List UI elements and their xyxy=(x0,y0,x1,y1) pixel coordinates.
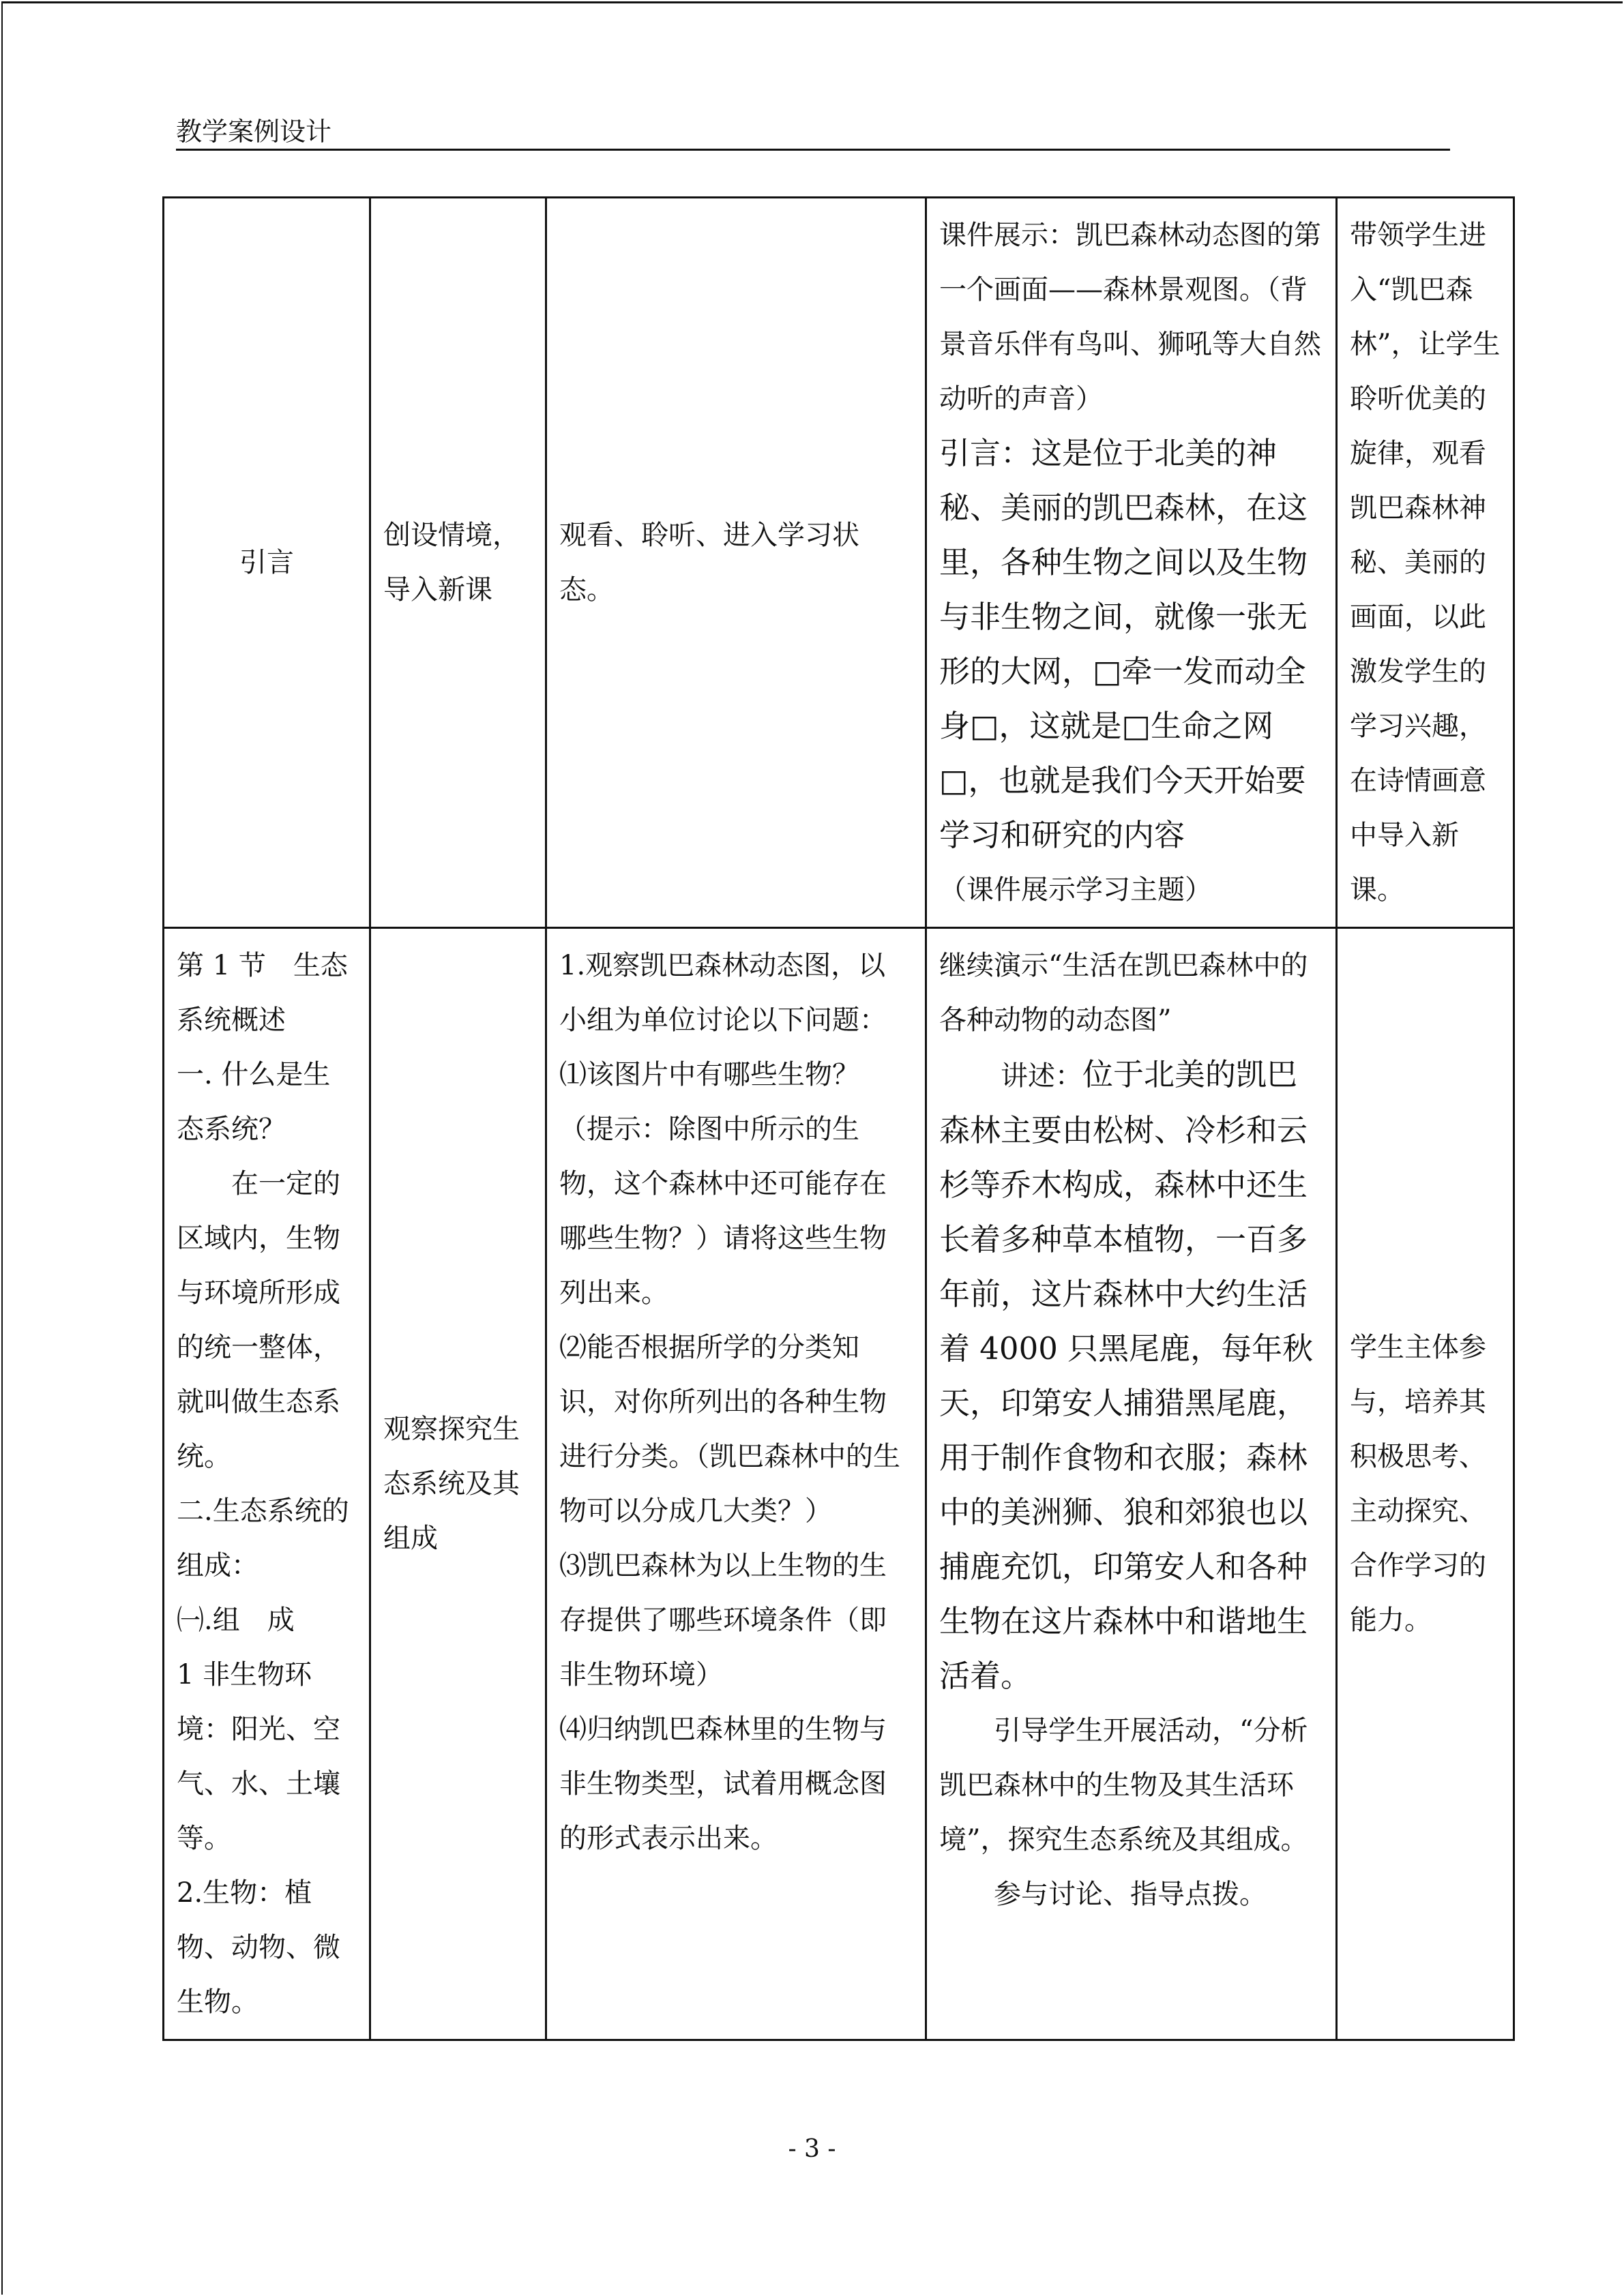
table-row-section-1 xyxy=(164,928,1514,2040)
section-title: 引言 xyxy=(239,547,294,578)
lesson-table xyxy=(162,196,1515,2041)
student-activity-p4: ⑶凯巴森林为以上生物的生存提供了哪些环境条件（即非生物环境） xyxy=(559,1550,887,1690)
section-cell xyxy=(164,198,370,928)
section-item: 1 非生物环境：阳光、空气、水、土壤等。 xyxy=(177,1659,340,1854)
table-row-intro xyxy=(164,198,1514,928)
section-subheading: 一. 什么是生态系统？ xyxy=(177,1059,331,1145)
student-activity-cell xyxy=(546,928,926,2040)
teacher-activity-p2 xyxy=(939,1047,1323,1703)
design-intent-cell xyxy=(1337,198,1514,928)
student-activity-p5: ⑷归纳凯巴森林里的生物与非生物类型，试着用概念图的形式表示出来。 xyxy=(559,1714,887,1854)
goal-text: 观察探究生态系统及其组成 xyxy=(383,1414,520,1554)
goal-cell xyxy=(370,198,546,928)
goal-cell xyxy=(370,928,546,2040)
design-intent-cell xyxy=(1337,928,1514,2040)
section-definition: 在一定的区域内，生物与环境所形成的统一整体，就叫做生态系统。 xyxy=(177,1168,340,1472)
section-subheading: 二.生态系统的组成： xyxy=(177,1495,349,1581)
page-header-title: 教学案例设计 xyxy=(176,117,332,147)
teacher-activity-cell xyxy=(926,198,1337,928)
goal-text: 创设情境，导入新课 xyxy=(383,520,520,606)
student-activity-text: 观看、聆听、进入学习状态。 xyxy=(559,520,859,606)
section-cell xyxy=(164,928,370,2040)
teacher-activity-p2: 引言：这是位于北美的神秘、美丽的凯巴森林，在这里，各种生物之间以及生物与非生物之间，就像一张无形的大网，□牵一发而动全身□，这就是□生命之网□，也就是我们今天开始要学习和研究的内容 xyxy=(939,435,1308,853)
teacher-activity-p1: 课件展示：凯巴森林动态图的第一个画面——森林景观图。（背景音乐伴有鸟叫、狮吼等大自然动听的声音） xyxy=(939,220,1321,415)
page-number: - 3 - xyxy=(788,2135,836,2163)
teacher-activity-cell xyxy=(926,928,1337,2040)
teacher-activity-p4: 参与讨论、指导点拨。 xyxy=(994,1879,1267,1910)
teacher-activity-p2-body: 位于北美的凯巴森林主要由松树、冷杉和云杉等乔木构成，森林中还生长着多种草本植物，一百多年前，这片森林中大约生活着 4000 只黑尾鹿，每年秋天，印第安人捕猎黑尾鹿，用于制作食物和衣服；森林中的美洲狮、狼和郊狼也以捕鹿充饥，印第安人和各种生物在这片森林中和谐地生活着。 xyxy=(939,1056,1314,1694)
teacher-activity-p3: （课件展示学习主题） xyxy=(939,874,1212,906)
student-activity-p1: 1.观察凯巴森林动态图，以小组为单位讨论以下问题： xyxy=(559,950,887,1036)
teacher-activity-p1: 继续演示“生活在凯巴森林中的各种动物的动态图” xyxy=(939,950,1308,1036)
student-activity-p2: ⑴该图片中有哪些生物？（提示：除图中所示的生物，这个森林中还可能存在哪些生物？）请将这些生物列出来。 xyxy=(559,1059,887,1309)
student-activity-cell xyxy=(546,198,926,928)
section-item: 2.生物：植物、动物、微生物。 xyxy=(177,1877,340,2018)
header-rule xyxy=(176,149,1450,151)
teacher-activity-p2-label: 讲述： xyxy=(1001,1060,1082,1092)
section-heading: 第 1 节 生态系统概述 xyxy=(177,950,348,1036)
design-intent-text: 带领学生进入“凯巴森林”，让学生聆听优美的旋律，观看凯巴森林神秘、美丽的画面，以此激发学生的学习兴趣，在诗情画意中导入新课。 xyxy=(1350,220,1501,906)
teacher-activity-p3: 引导学生开展活动，“分析凯巴森林中的生物及其生活环境”，探究生态系统及其组成。 xyxy=(939,1715,1308,1855)
student-activity-p3: ⑵能否根据所学的分类知识，对你所列出的各种生物进行分类。（凯巴森林中的生物可以分成几大类？） xyxy=(559,1332,900,1527)
design-intent-text: 学生主体参与，培养其积极思考、主动探究、合作学习的能力。 xyxy=(1350,1332,1486,1636)
section-subheading: ㈠.组 成 xyxy=(177,1605,295,1636)
